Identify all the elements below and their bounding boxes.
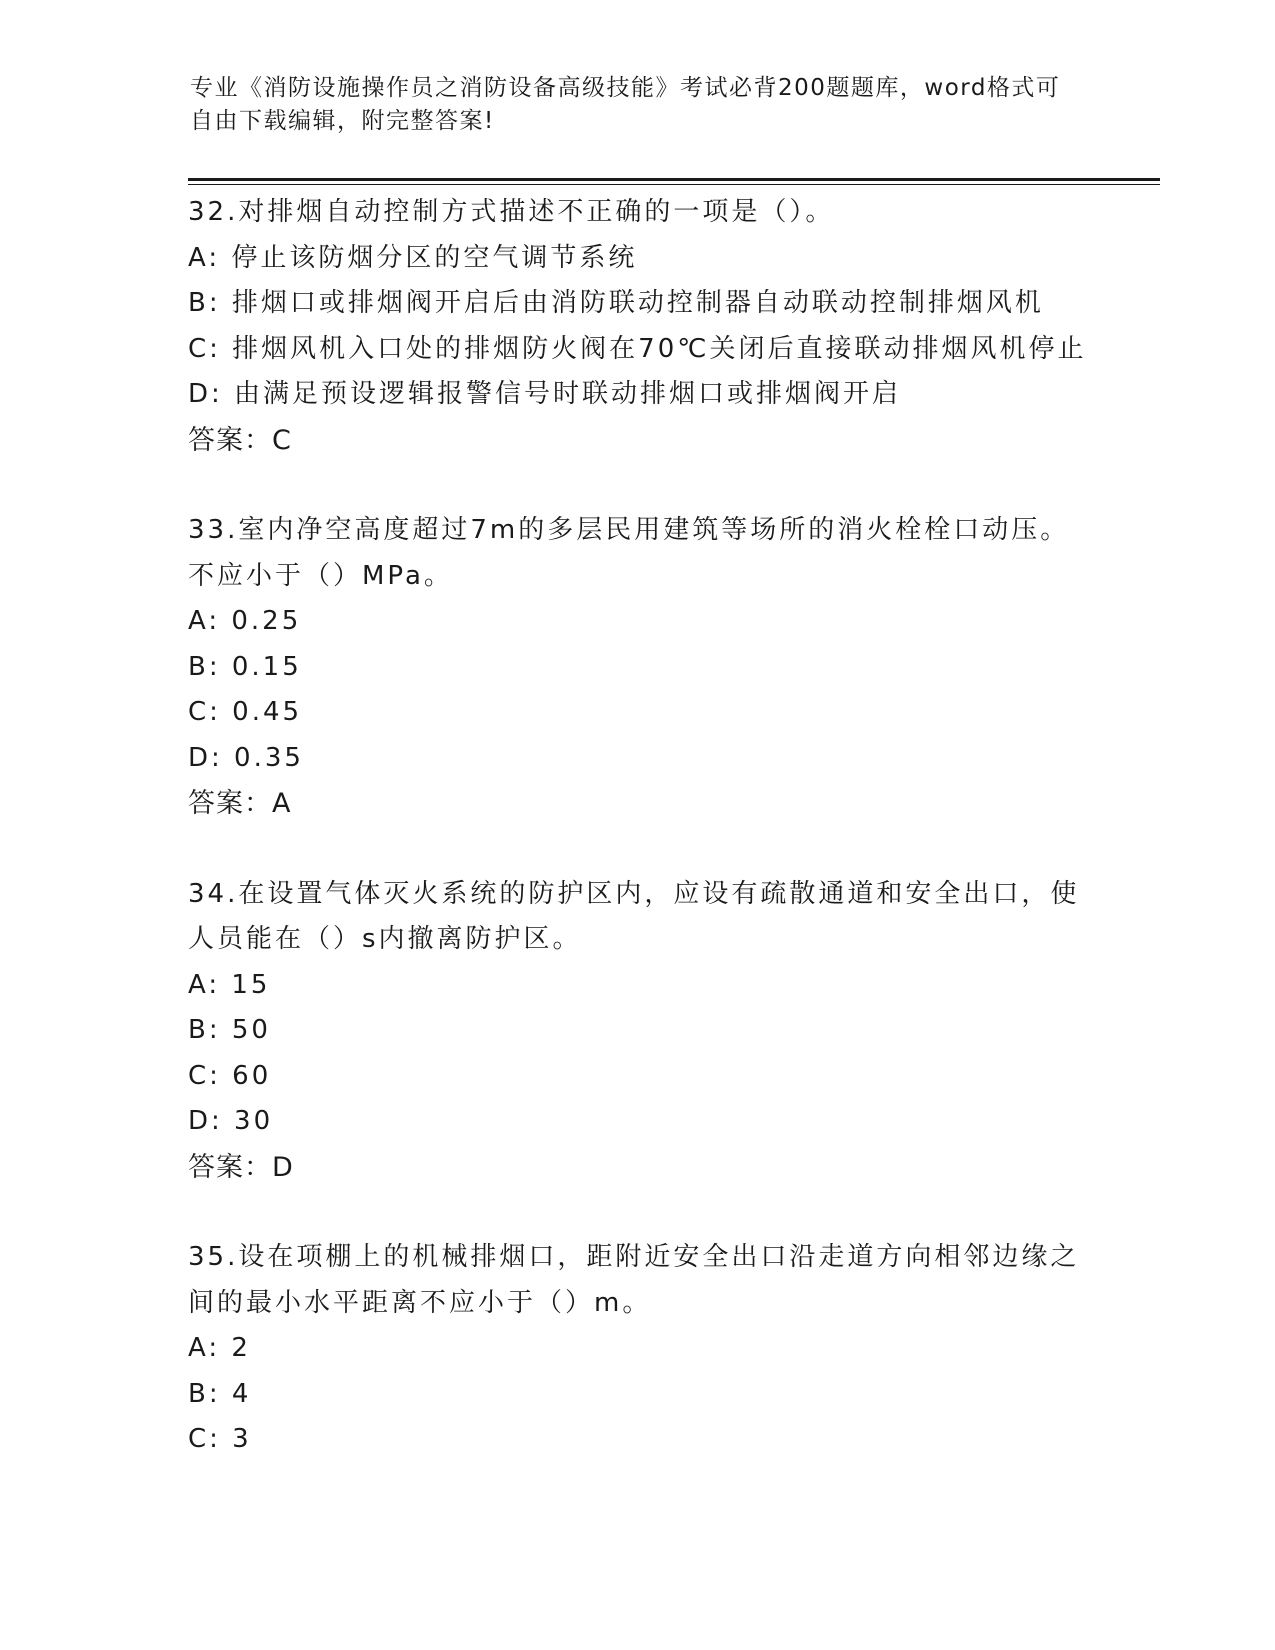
document-header [190,72,1090,138]
answer-key: 答案：A [188,788,292,819]
header-rule-thick [188,178,1160,181]
answer-option: D: 由满足预设逻辑报警信号时联动排烟口或排烟阀开启 [188,379,902,409]
question-stem: 34.在设置气体灭火系统的防护区内，应设有疏散通道和安全出口，使 [188,878,1080,909]
header-rule-thin [188,184,1160,185]
answer-option: B: 排烟口或排烟阀开启后由消防联动控制器自动联动控制排烟风机 [188,288,1044,318]
answer-option: A: 0.25 [188,606,302,636]
question-block [188,872,1128,1191]
answer-option: D: 0.35 [188,742,304,773]
question-stem: 33.室内净空高度超过7m的多层民用建筑等场所的消火栓栓口动压。 [188,515,1070,545]
header-line-2: 自由下载编辑，附完整答案! [190,108,495,134]
question-stem: 32.对排烟自动控制方式描述不正确的一项是（）。 [188,197,835,227]
answer-option: C: 60 [188,1060,272,1091]
question-stem: 人员能在（）s内撤离防护区。 [188,924,582,954]
answer-option: D: 30 [188,1106,274,1136]
question-block [188,508,1128,827]
answer-option: A: 2 [188,1333,251,1363]
answer-option: C: 0.45 [188,697,303,727]
answer-option: A: 停止该防烟分区的空气调节系统 [188,242,638,273]
answer-option: B: 4 [188,1378,252,1409]
question-stem: 35.设在项棚上的机械排烟口，距附近安全出口沿走道方向相邻边缘之 [188,1242,1080,1272]
answer-option: C: 3 [188,1424,252,1454]
answer-option: C: 排烟风机入口处的排烟防火阀在70℃关闭后直接联动排烟风机停止 [188,333,1087,364]
answer-option: B: 50 [188,1015,271,1045]
answer-key: 答案：D [188,1151,294,1183]
question-block [188,1235,1128,1463]
header-line-1: 专业《消防设施操作员之消防设备高级技能》考试必背200题题库，word格式可 [190,75,1061,101]
question-block [188,190,1128,463]
answer-key: 答案：C [188,424,292,456]
question-stem: 间的最小水平距离不应小于（）m。 [188,1287,652,1318]
answer-option: B: 0.15 [188,651,302,682]
question-stem: 不应小于（）MPa。 [188,560,453,591]
question-list [188,190,1128,1508]
answer-option: A: 15 [188,969,271,1000]
